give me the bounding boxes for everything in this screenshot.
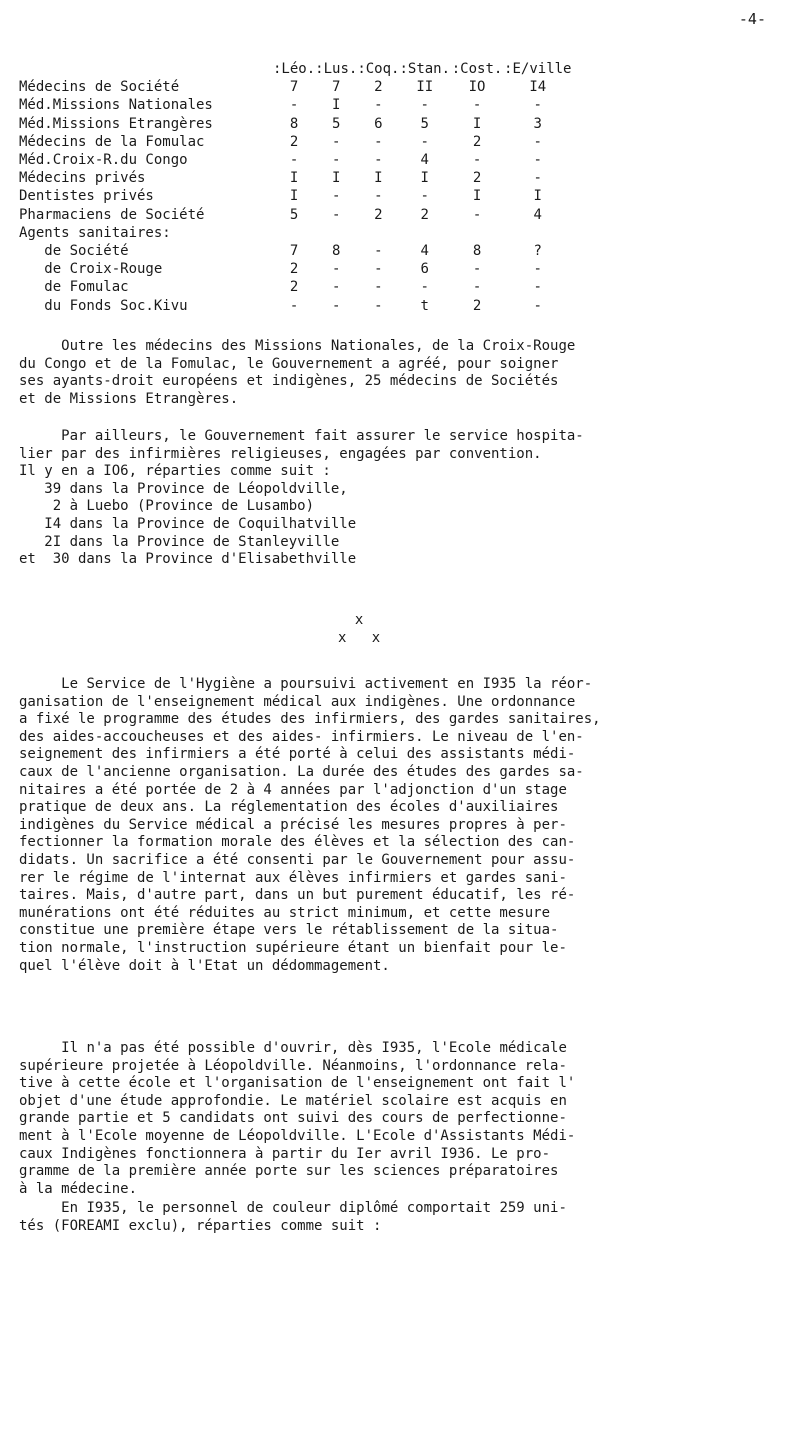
table-cell: -	[332, 133, 341, 150]
table-body	[19, 78, 571, 315]
table-cell	[504, 224, 571, 242]
table-cell: 2	[374, 206, 383, 223]
table-cell: 2	[420, 206, 429, 223]
table-row	[19, 78, 571, 96]
table-cell: -	[472, 97, 482, 114]
table-cell: -	[289, 97, 299, 114]
table-cell: I	[374, 170, 383, 187]
table-cell: -	[533, 152, 542, 169]
col-header: :E/ville	[504, 61, 572, 77]
table-cell: 3	[533, 115, 542, 132]
table-cell: 6	[420, 261, 429, 278]
table-cell: 4	[420, 152, 429, 169]
paragraph-hygiene: Le Service de l'Hygiène a poursuivi activement en I935 la réor- ganisation de l'enseignement médical aux indigènes. Une ordonnance a fixé le programme des études des infirmiers, des gardes sanitaires, des aides-accoucheuses et des aides- infirmiers. Le niveau de l'en- seignement des infirmiers a été porté à celui des assistants médi- caux de l'ancienne organisation. La durée des études des gardes sa- nitaires a été portée de 2 à 4 années par l'adjonction d'un stage pratique de deux ans. La réglementation des écoles d'auxiliaires indigènes du Service médical a précisé les mesures propres à per- fectionner la formation morale des élèves et la sélection des can- didats. Un sacrifice a été consenti par le Gouvernement pour assu- rer le régime de l'internat aux élèves infirmiers et gardes sani- taires. Mais, d'autre part, dans un but purement éducatif, les ré- munérations ont été réduites au strict minimum, et cette mesure constitue une première étape vers le rétablissement de la situa- tion normale, l'instruction supérieure étant un bienfait pour le- quel l'élève doit à l'Etat un dédommagement.	[19, 676, 601, 974]
table-row	[19, 187, 571, 205]
section-separator: x x x	[338, 612, 381, 646]
table-cell: 8	[332, 243, 341, 260]
table-cell: -	[332, 297, 341, 314]
row-label: Méd.Croix-R.du Congo	[19, 152, 188, 169]
table-cell: -	[533, 97, 542, 114]
table-cell: 7	[332, 79, 341, 96]
table-cell: -	[374, 188, 383, 205]
table-cell: 5	[420, 115, 429, 132]
table-cell: -	[420, 188, 429, 205]
table-cell: I	[472, 115, 482, 132]
table-cell: -	[420, 133, 429, 150]
table-cell: -	[332, 188, 341, 205]
table-cell: 7	[289, 243, 299, 260]
table-cell: -	[374, 133, 383, 150]
table-header-label	[19, 60, 273, 78]
col-header: :Coq.	[357, 61, 400, 77]
table-cell: -	[533, 261, 542, 278]
table-row	[19, 169, 571, 187]
table-cell	[315, 224, 357, 242]
table-cell: -	[533, 279, 542, 296]
table-cell: 4	[420, 243, 429, 260]
table-cell: 2	[374, 79, 383, 96]
table-cell: 2	[472, 297, 482, 314]
table-cell: t	[420, 297, 429, 314]
row-label: de Fomulac	[19, 279, 129, 296]
row-label: Pharmaciens de Société	[19, 206, 205, 223]
table-cell: -	[374, 243, 383, 260]
table-cell: IO	[468, 79, 486, 96]
row-label: Méd.Missions Nationales	[19, 97, 213, 114]
row-label: du Fonds Soc.Kivu	[19, 297, 188, 314]
table-cell: I	[289, 170, 299, 187]
table-cell: -	[374, 261, 383, 278]
table-cell: -	[533, 133, 542, 150]
table-cell: 8	[289, 115, 299, 132]
table-cell: -	[289, 297, 299, 314]
table-cell: -	[332, 206, 341, 223]
table-cell: -	[374, 297, 383, 314]
table-cell: II	[416, 79, 434, 96]
table-cell: -	[332, 261, 341, 278]
table-cell: I4	[529, 79, 547, 96]
table-row	[19, 242, 571, 260]
col-header: :Stan.	[399, 61, 451, 77]
table-cell: 2	[472, 170, 482, 187]
table-row	[19, 260, 571, 278]
table-cell: -	[374, 152, 383, 169]
table-cell: -	[374, 279, 383, 296]
table-cell: I	[332, 97, 341, 114]
table-cell: -	[420, 279, 429, 296]
col-header: :Léo.	[273, 61, 316, 77]
table-row	[19, 133, 571, 151]
table-row	[19, 278, 571, 296]
table-cell	[450, 224, 504, 242]
table-cell	[273, 224, 315, 242]
table-cell: -	[533, 297, 542, 314]
table-cell	[399, 224, 450, 242]
table-cell: -	[332, 152, 341, 169]
row-label: Agents sanitaires:	[19, 224, 171, 241]
row-label: de Société	[19, 243, 129, 260]
table-cell: -	[289, 152, 299, 169]
table-cell: 2	[289, 261, 299, 278]
table-cell: 8	[472, 243, 482, 260]
table-cell: 4	[533, 206, 542, 223]
table-header-row	[19, 60, 571, 78]
table-cell: I	[420, 170, 429, 187]
table-row	[19, 96, 571, 114]
col-header: :Cost.	[451, 61, 503, 77]
table-cell: 2	[472, 133, 482, 150]
page-number: -4-	[738, 10, 766, 28]
table-cell: -	[420, 97, 429, 114]
table-cell	[357, 224, 399, 242]
paragraph-medical-school: Il n'a pas été possible d'ouvrir, dès I935, l'Ecole médicale supérieure projetée à Léopoldville. Néanmoins, l'ordonnance rela- tive à cette école et l'organisation de l'enseignement ont fait l' objet d'une étude approfondie. Le matériel scolaire est acquis en grande partie et 5 candidats ont suivi des cours de perfectionne- ment à l'Ecole moyenne de Léopoldville. L'Ecole d'Assistants Médi- caux Indigènes fonctionnera à partir du Ier avril I936. Le pro- gramme de la première année porte sur les sciences préparatoires à la médecine.	[19, 1040, 576, 1197]
paragraph-missions: Outre les médecins des Missions Nationales, de la Croix-Rouge du Congo et de la Fomulac, le Gouvernement a agréé, pour soigner ses ayants-droit européens et indigènes, 25 médecins de Sociétés et de Missions Etrangères.	[19, 338, 576, 407]
table-cell: -	[472, 261, 482, 278]
col-header: :Lus.	[315, 61, 358, 77]
table-cell: 2	[289, 133, 299, 150]
table-cell: I	[472, 188, 482, 205]
table-cell: -	[472, 152, 482, 169]
table-cell: -	[533, 170, 542, 187]
row-label: Médecins de Société	[19, 79, 180, 96]
table-row	[19, 115, 571, 133]
row-label: Médecins privés	[19, 170, 146, 187]
table-row	[19, 206, 571, 224]
paragraph-personnel: En I935, le personnel de couleur diplômé comportait 259 uni- tés (FOREAMI exclu), réparties comme suit :	[19, 1200, 567, 1234]
table-cell: 7	[289, 79, 299, 96]
table-cell: 5	[289, 206, 299, 223]
table-row	[19, 224, 571, 242]
row-label: Médecins de la Fomulac	[19, 133, 205, 150]
table-cell: -	[472, 279, 482, 296]
table-cell: -	[374, 97, 383, 114]
table-cell: 5	[332, 115, 341, 132]
row-label: Dentistes privés	[19, 188, 154, 205]
row-label: Méd.Missions Etrangères	[19, 115, 213, 132]
table-row	[19, 151, 571, 169]
table-cell: 6	[374, 115, 383, 132]
table-cell: -	[472, 206, 482, 223]
table-row	[19, 297, 571, 315]
table-cell: I	[533, 188, 542, 205]
table-cell: I	[332, 170, 341, 187]
table-cell: -	[332, 279, 341, 296]
table-cell: ?	[533, 243, 542, 260]
row-label: de Croix-Rouge	[19, 261, 163, 278]
table-cell: I	[289, 188, 299, 205]
paragraph-nurses: Par ailleurs, le Gouvernement fait assurer le service hospita- lier par des infirmières religieuses, engagées par convention. Il y en a IO6, réparties comme suit : 39 dans la Province de Léopoldville, 2 à Luebo (Province de Lusambo) I4 dans la Province de Coquilhatville 2I dans la Province de Stanleyville et 30 dans la Province d'Elisabethville	[19, 428, 584, 568]
table-cell: 2	[289, 279, 299, 296]
personnel-table	[19, 60, 571, 315]
